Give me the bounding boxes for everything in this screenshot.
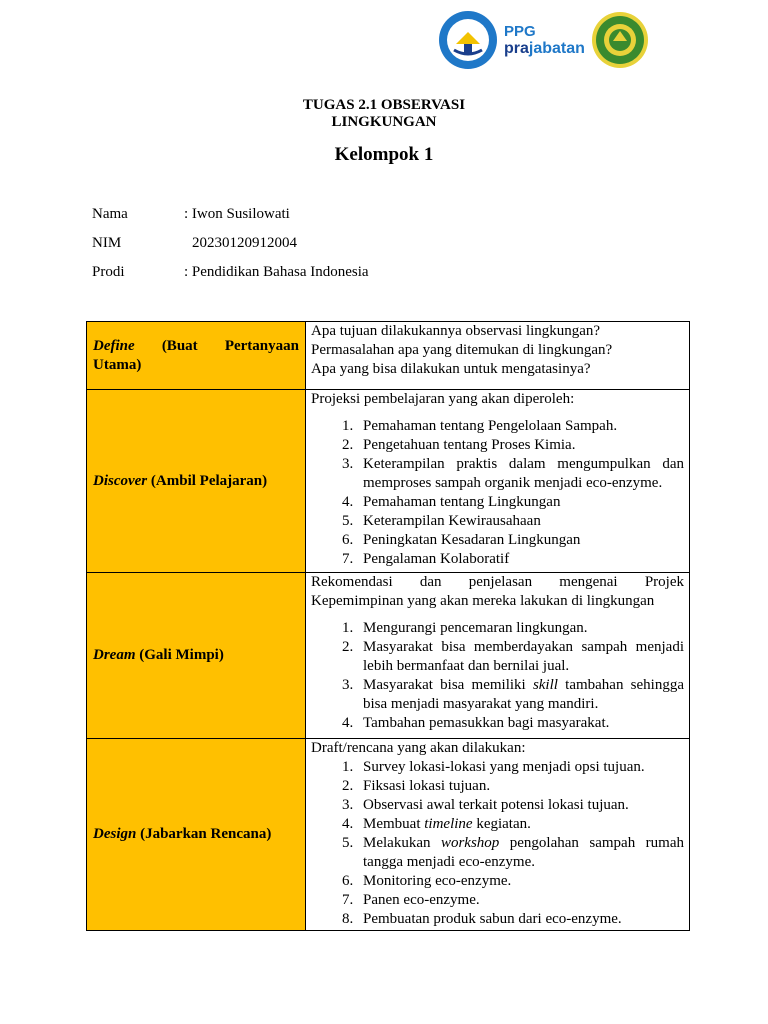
- design-intro: Draft/rencana yang akan dilakukan:: [311, 740, 526, 756]
- discover-label-em: Discover: [93, 472, 148, 489]
- design-label-em: Design: [93, 826, 137, 842]
- dream-intro-line-1: Rekomendasi dan penjelasan mengenai Projek: [311, 574, 684, 590]
- list-item: 4. Pemahaman tentang Lingkungan: [357, 493, 684, 512]
- design-item5-post: pengolahan sampah rumah tangga menjadi eco-enzyme.: [363, 835, 684, 870]
- ppg-brand-pra: pra: [504, 39, 529, 57]
- define-label-cell: [87, 322, 306, 390]
- kemdikbud-logo: [438, 10, 498, 70]
- discover-label-rest: (Ambil Pelajaran): [150, 472, 268, 489]
- list-item: 4. Tambahan pemasukkan bagi masyarakat.: [357, 714, 684, 733]
- list-item: 1. Mengurangi pencemaran lingkungan.: [357, 619, 684, 638]
- define-label-part3: Utama): [93, 356, 142, 373]
- define-label-em: Define: [93, 337, 135, 354]
- list-item: 8. Pembuatan produk sabun dari eco-enzyme.: [357, 910, 684, 929]
- dream-item3-pre: Masyarakat bisa memiliki: [363, 677, 533, 693]
- design-label-cell: [87, 739, 306, 931]
- design-item5-pre: Melakukan: [363, 835, 441, 851]
- dream-item3-post: tambahan sehingga bisa menjadi masyarakat yang mandiri.: [363, 677, 684, 712]
- info-row-nim: [92, 235, 297, 252]
- title-line-2: LINGKUNGAN: [331, 114, 437, 130]
- define-question-3: Apa yang bisa dilakukan untuk mengatasinya?: [311, 361, 591, 377]
- dream-list: [311, 619, 684, 733]
- table-row-dream: [87, 573, 690, 739]
- title-line-1: TUGAS 2.1 OBSERVASI: [302, 97, 466, 113]
- observation-table: [86, 321, 690, 931]
- discover-intro: Projeksi pembelajaran yang akan diperoleh:: [311, 391, 575, 407]
- list-item: [357, 815, 684, 834]
- list-item: 1. Survey lokasi-lokasi yang menjadi opsi tujuan.: [357, 758, 684, 777]
- ppg-brand-top: PPG: [504, 22, 536, 40]
- nim-value: 20230120912004: [192, 235, 297, 251]
- name-label: Nama: [92, 206, 128, 222]
- table-row-design: [87, 739, 690, 931]
- list-item: 2. Fiksasi lokasi tujuan.: [357, 777, 684, 796]
- list-item: 3. Keterampilan praktis dalam mengumpulkan dan memproses sampah organik menjadi eco-enzyme.: [357, 455, 684, 493]
- list-item: 1. Pemahaman tentang Pengelolaan Sampah.: [357, 417, 684, 436]
- discover-label-cell: [87, 390, 306, 573]
- discover-list: [311, 417, 684, 569]
- design-item4-post: kegiatan.: [472, 816, 531, 832]
- define-content-cell: [306, 322, 690, 390]
- list-item: [357, 676, 684, 714]
- info-row-prodi: [92, 264, 369, 281]
- list-item: 6. Peningkatan Kesadaran Lingkungan: [357, 531, 684, 550]
- define-label-part2: Pertanyaan: [224, 337, 299, 354]
- header-logos: [438, 10, 649, 70]
- group-title: Kelompok 1: [334, 144, 434, 165]
- define-question-2: Permasalahan apa yang ditemukan di lingkungan?: [311, 342, 613, 358]
- discover-content-cell: [306, 390, 690, 573]
- ppg-brand-jabatan: jabatan: [528, 39, 585, 57]
- list-item: 3. Observasi awal terkait potensi lokasi tujuan.: [357, 796, 684, 815]
- list-item: 2. Pengetahuan tentang Proses Kimia.: [357, 436, 684, 455]
- dream-content-cell: [306, 573, 690, 739]
- design-label-rest: (Jabarkan Rencana): [140, 826, 272, 842]
- list-item: 6. Monitoring eco-enzyme.: [357, 872, 684, 891]
- table-row-discover: [87, 390, 690, 573]
- design-item4-em: timeline: [424, 816, 473, 832]
- design-list: [311, 758, 684, 929]
- table-row-define: [87, 322, 690, 390]
- dream-label-em: Dream: [93, 647, 136, 663]
- name-value: : Iwon Susilowati: [184, 206, 290, 222]
- list-item: 2. Masyarakat bisa memberdayakan sampah menjadi lebih bermanfaat dan bernilai jual.: [357, 638, 684, 676]
- dream-item3-em: skill: [532, 677, 558, 693]
- list-item: [357, 834, 684, 872]
- document-title: [0, 97, 768, 131]
- info-row-name: [92, 206, 290, 223]
- list-item: 7. Panen eco-enzyme.: [357, 891, 684, 910]
- dream-label-cell: [87, 573, 306, 739]
- define-label-part1: (Buat: [161, 337, 198, 354]
- nim-label: NIM: [92, 235, 122, 251]
- list-item: 7. Pengalaman Kolaboratif: [357, 550, 684, 569]
- design-item5-em: workshop: [440, 835, 500, 851]
- define-question-1: Apa tujuan dilakukannya observasi lingkungan?: [311, 323, 601, 339]
- list-item: 5. Keterampilan Kewirausahaan: [357, 512, 684, 531]
- design-content-cell: [306, 739, 690, 931]
- design-item4-pre: Membuat: [363, 816, 425, 832]
- university-seal: [591, 11, 649, 69]
- dream-label-rest: (Gali Mimpi): [139, 647, 224, 663]
- ppg-prajabatan-logo: [504, 24, 585, 57]
- dream-intro-line-2: Kepemimpinan yang akan mereka lakukan di lingkungan: [311, 593, 655, 609]
- prodi-value: : Pendidikan Bahasa Indonesia: [184, 264, 369, 280]
- prodi-label: Prodi: [92, 264, 125, 280]
